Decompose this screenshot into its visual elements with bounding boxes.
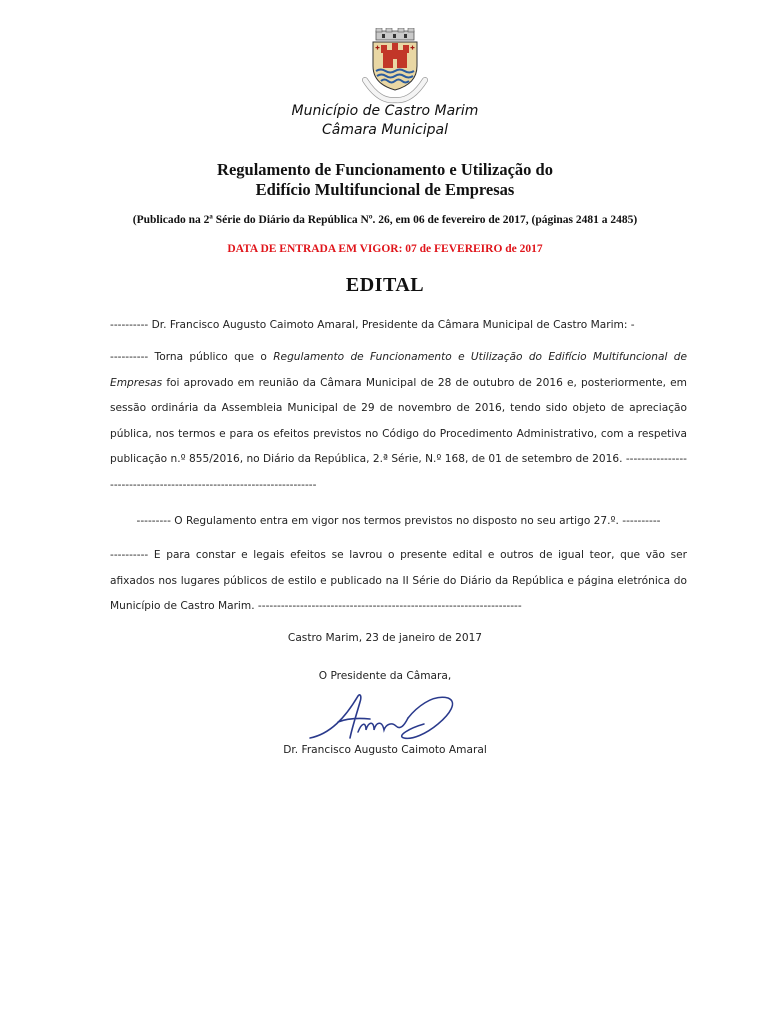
paragraph-president: ---------- Dr. Francisco Augusto Caimoto Amaral, Presidente da Câmara Municipal de Castro Marim: - [110, 319, 635, 331]
paragraph-publication: ---------- E para constar e legais efeitos se lavrou o presente edital e outros de igual teor, que vão ser afixados nos lugares públicos de estilo e publicado na II Série do Diário da República e página eletrónica do Município de Castro Marim. --------------------------------------------------------------------- [110, 549, 687, 613]
paragraph-announcement-prefix: ---------- Torna público que o [110, 351, 274, 363]
publication-note: (Publicado na 2ª Série do Diário da República Nº. 26, em 06 de fevereiro de 2017, (páginas 2481 a 2485) [132, 214, 638, 226]
effective-date: DATA DE ENTRADA EM VIGOR: 07 de FEVEREIRO de 2017 [227, 243, 543, 255]
council-name: Câmara Municipal [321, 122, 448, 138]
edital-heading: EDITAL [345, 274, 425, 296]
paragraph-announcement [110, 345, 687, 499]
signer-name: Dr. Francisco Augusto Caimoto Amaral [283, 744, 487, 756]
document-title [0, 160, 770, 200]
handwritten-signature-icon [300, 688, 470, 748]
title-line-2: Edifício Multifuncional de Empresas [255, 180, 515, 199]
coat-of-arms-icon [355, 28, 435, 104]
municipality-name: Município de Castro Marim [291, 103, 479, 119]
municipality-heading [0, 102, 770, 140]
president-label: O Presidente da Câmara, [318, 670, 452, 682]
regulation-title-italic: Regulamento de Funcionamento e Utilização do Edifício Multifuncional de Empresas [110, 351, 687, 389]
paragraph-announcement-body: foi aprovado em reunião da Câmara Municipal de 28 de outubro de 2016 e, posteriormente, em sessão ordinária da Assembleia Municipal de 29 de novembro de 2016, tendo sido objeto de apreciação pública, nos termos e para os efeitos previstos no Código do Procedimento Administrativo, com a respetiva publicação n.º 855/2016, no Diário da República, 2.ª Série, N.º 168, de 01 de setembro de 2016. ---------------------------------------------------------------------- [110, 376, 687, 491]
place-and-date: Castro Marim, 23 de janeiro de 2017 [287, 632, 483, 644]
title-line-1: Regulamento de Funcionamento e Utilização do [217, 160, 553, 179]
paragraph-entry-into-force: --------- O Regulamento entra em vigor nos termos previstos no disposto no seu artigo 27.º. ---------- [136, 515, 661, 527]
